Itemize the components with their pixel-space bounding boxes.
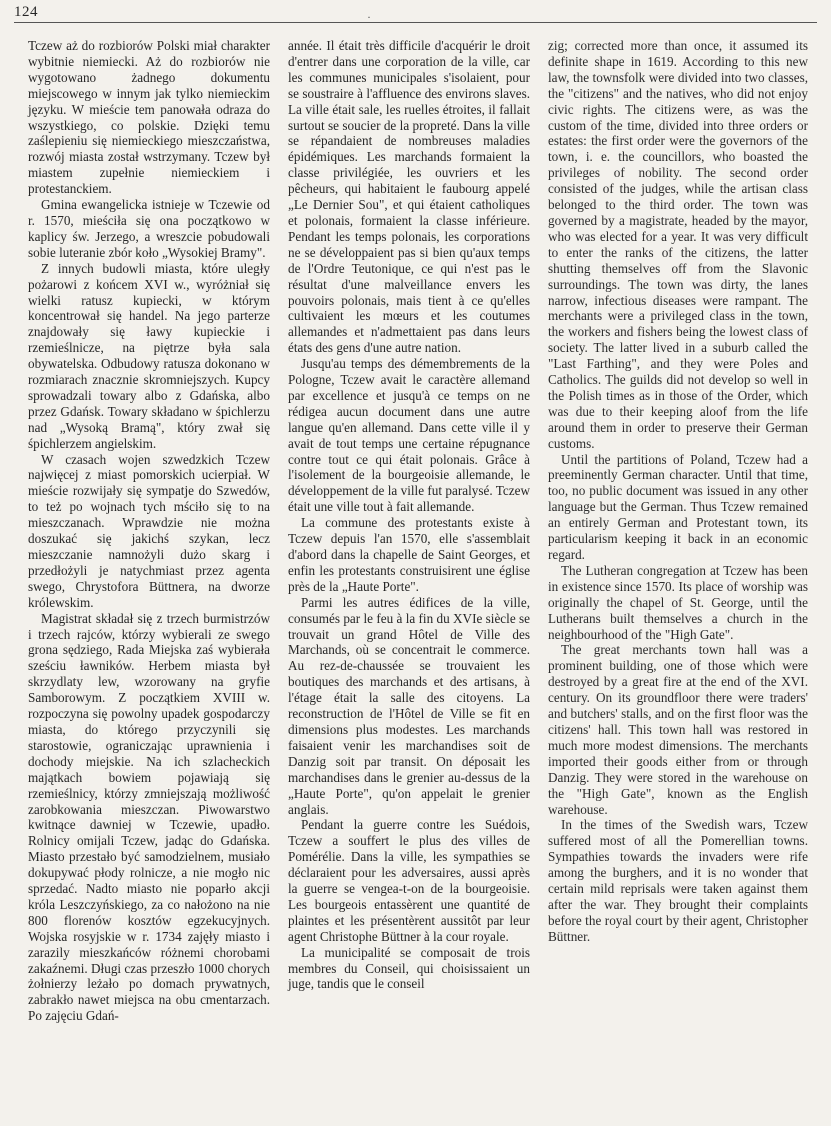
french-paragraph: Parmi les autres édifices de la ville, consumés par le feu à la fin du XVIe siècle se trouvait un grand Hôtel de Ville des Marchands, où se concentrait le commerce. Au rez-de-chaussée se trouvaient les boutiques des marchands et des artisans, à l'étage était la salle des citoyens. La reconstruction de l'Hôtel de Ville se fit en dimensions plus modestes. Les marchands faisaient venir les marchandises soit de Danzig soit par transit. On déposait les marchandises dans le grenier au-dessus de la „Haute Porte", qu'on appelait le grenier anglais. xyxy=(288,594,530,817)
polish-paragraph: Z innych budowli miasta, które uległy pożarowi z końcem XVI w., wyróżniał się wielki ratusz kupiecki, w którym koncentrował się handel. Na jego parterze znajdowały się ławy kupieckie i rzemieślnicze, na piętrze była sala obywatelska. Odbudowy ratusza dokonano w rozmiarach znacznie skromniejszych. Kupcy sprowadzali towary albo z Gdańska, albo przez Gdańsk. Towary składano w śpichlerzu nad „Wysoką Bramą", który zwał się śpichlerzem angielskim. xyxy=(28,260,270,451)
page-number: 124 xyxy=(14,4,38,20)
polish-paragraph: Tczew aż do rozbiorów Polski miał charakter wybitnie niemiecki. Aż do rozbiorów nie wygotowano żadnego dokumentu miejscowego w innym jak tylko niemieckim języku. W mieście tem panowała odraza do wszystkiego, co polskie. Dzięki temu zaślepieniu się niemieckiego mieszczaństwa, rozwój miasta został wstrzymany. Tczew był miastem zupełnie niemieckiem i protestanckiem. xyxy=(28,38,270,197)
english-paragraph: The Lutheran congregation at Tczew has been in existence since 1570. Its place of worship was originally the chapel of St. George, until the Lutherans built themselves a church in the neighbourhood of the "High Gate". xyxy=(548,562,808,642)
french-paragraph: La municipalité se composait de trois membres du Conseil, qui choisissaient un juge, tandis que le conseil xyxy=(288,944,530,992)
text-columns xyxy=(28,38,818,1118)
polish-paragraph: Gmina ewangelicka istnieje w Tczewie od r. 1570, mieściła się ona początkowo w kaplicy św. Jerzego, a wreszcie pobudowali sobie luteranie zbór koło „Wysokiej Bramy". xyxy=(28,197,270,260)
header-rule xyxy=(14,22,817,23)
polish-paragraph: W czasach wojen szwedzkich Tczew najwięcej z miast pomorskich ucierpiał. W mieście rozwijały się sympatje do Szwedów, to też po wojnach tych mściło się to na mieszczanach. Wprawdzie nie można doszukać się jakichś szykan, lecz mieszczanie namnożyli dużo skarg i przedłożyli je natychmiast przez agenta swego, Chrystofora Büttnera, na dworze królewskim. xyxy=(28,451,270,610)
english-paragraph: zig; corrected more than once, it assumed its definite shape in 1619. According to this new law, the townsfolk were divided into two classes, the "citizens" and the natives, who did not enjoy civic rights. The citizens were, as was the custom of the time, divided into three orders or estates: the first order were the governors of the town, i. e. the councillors, who boasted the privileges of nobility. The second order consisted of the judges, while the artisan class belonged to the third order. The town was governed by a magistrate, headed by the mayor, who was elected for a year. It was very difficult to enter the ranks of the citizens, the latter shutting themselves off from the Slavonic surroundings. The town was dirty, the lanes narrow, infectious diseases were rampant. The merchants were a privileged class in the town, the workers and fishers being the lowest class of society. The latter lived in a suburb called the "Last Farthing", and they were Poles and Catholics. The guilds did not develop so well in the Polish times as in those of the Order, which was due to their keeping aloof from the life around them in order to preserve their German customs. xyxy=(548,38,808,451)
french-paragraph: Pendant la guerre contre les Suédois, Tczew a souffert le plus des villes de Pomérélie. Dans la ville, les sympathies se déclaraient pour les adversaires, aussi après la guerre se vengea-t-on de la bourgeoisie. Les bourgeois entassèrent une quantité de plaintes et les présentèrent aussitôt par leur agent Christophe Büttner à la cour royale. xyxy=(288,817,530,944)
polish-paragraph: Magistrat składał się z trzech burmistrzów i trzech rajców, którzy wybierali ze swego grona sędziego, Rada Miejska zaś wybierała sześciu ławników. Herbem miasta był skrzydlaty lew, wzorowany na gryfie Samborowym. Z początkiem XVIII w. rozpoczyna się powolny upadek gospodarczy miasta, do którego przyczynili się starostowie, ograniczając uprawnienia i dochody miejskie. Na ich szlacheckich majątkach bowiem pojawiają się rzemieślnicy, którzy zmniejszają możliwość zarobkowania mieszczan. Piwowarstwo kwitnące dawniej w Tczewie, upadło. Rolnicy omijali Tczew, jadąc do Gdańska. Miasto przestało być samodzielnem, musiało dokupywać płody rolnicze, a nie mogło nic sprzedać. Nadto miasto nie poparło akcji króla Leszczyńskiego, za co nałożono na nie 800 florenów kosztów egzekucyjnych. Wojska rosyjskie w r. 1734 zajęły miasto i zarazily mieszkańców różnemi chorobami zakaźnemi. Długi czas przeszło 1000 chorych żołnierzy leżało po domach prywatnych, zabrakło nawet miejsca na obu cmentarzach. Po zajęciu Gdań- xyxy=(28,610,270,1024)
english-column xyxy=(548,38,808,945)
english-paragraph: Until the partitions of Poland, Tczew had a preeminently German character. Until that time, too, no public document was issued in any other language but the German. Thus Tczew remained an entirely German and Protestant town, its particularism keeping it back in an economic regard. xyxy=(548,451,808,562)
french-paragraph: Jusqu'au temps des démembrements de la Pologne, Tczew avait le caractère allemand par excellence et jusqu'à ce temps on ne rédigea aucun document dans une autre langue qu'en allemand. Dans cette ville il y avait de tout temps une certaine répugnance contre tout ce qui était polonais. Grâce à l'isolement de la bourgeoisie allemande, le développement de la ville fut paralysé. Tczew était une ville tout à fait allemande. xyxy=(288,356,530,515)
polish-column xyxy=(28,38,270,1024)
english-paragraph: The great merchants town hall was a prominent building, one of those which were destroyed by a great fire at the end of the XVI. century. On its groundfloor there were traders' and butchers' stalls, and on the first floor was the citizens' hall. This town hall was restored in much more modest dimensions. The merchants imported their goods either from or through Danzig. They were stored in the warehouse on the "High Gate", known as the English warehouse. xyxy=(548,642,808,817)
french-column xyxy=(288,38,530,992)
french-paragraph: La commune des protestants existe à Tczew depuis l'an 1570, elle s'assemblait d'abord dans la chapelle de Saint Georges, et enfin les protestants construisirent une église près de la „Haute Porte". xyxy=(288,515,530,594)
english-paragraph: In the times of the Swedish wars, Tczew suffered most of all the Pomerellian towns. Sympathies towards the invaders were rife among the burghers, and it is no wonder that certain mild reprisals were taken against them after the war. They brought their complaints before the royal court by their agent, Christopher Büttner. xyxy=(548,817,808,944)
header-mark: · xyxy=(367,10,371,24)
french-paragraph: année. Il était très difficile d'acquérir le droit d'entrer dans une corporation de la ville, car les communes municipales s'isolaient, pour se soustraire à l'affluence des environs slaves. La ville était sale, les ruelles étroites, il fallait surtout se soucier de la propreté. Dans la ville se répandaient de nombreuses maladies épidémiques. Les marchands formaient la classe privilégiée, les ouvriers et les pêcheurs, qui habitaient le faubourg appelé „Le Dernier Sou", et qui étaient catholiques et polonais, formaient la classe inférieure. Pendant les temps polonais, les corporations ne se développaient pas si bien qu'aux temps de l'Ordre Teutonique, ce qui n'est pas le résultat d'une malveillance envers les pouvoirs polonais, mais tient à ce qu'elles cultivaient les mœurs et les coutumes allemandes et n'admettaient pas dans leurs états des gens d'une autre nation. xyxy=(288,38,530,356)
